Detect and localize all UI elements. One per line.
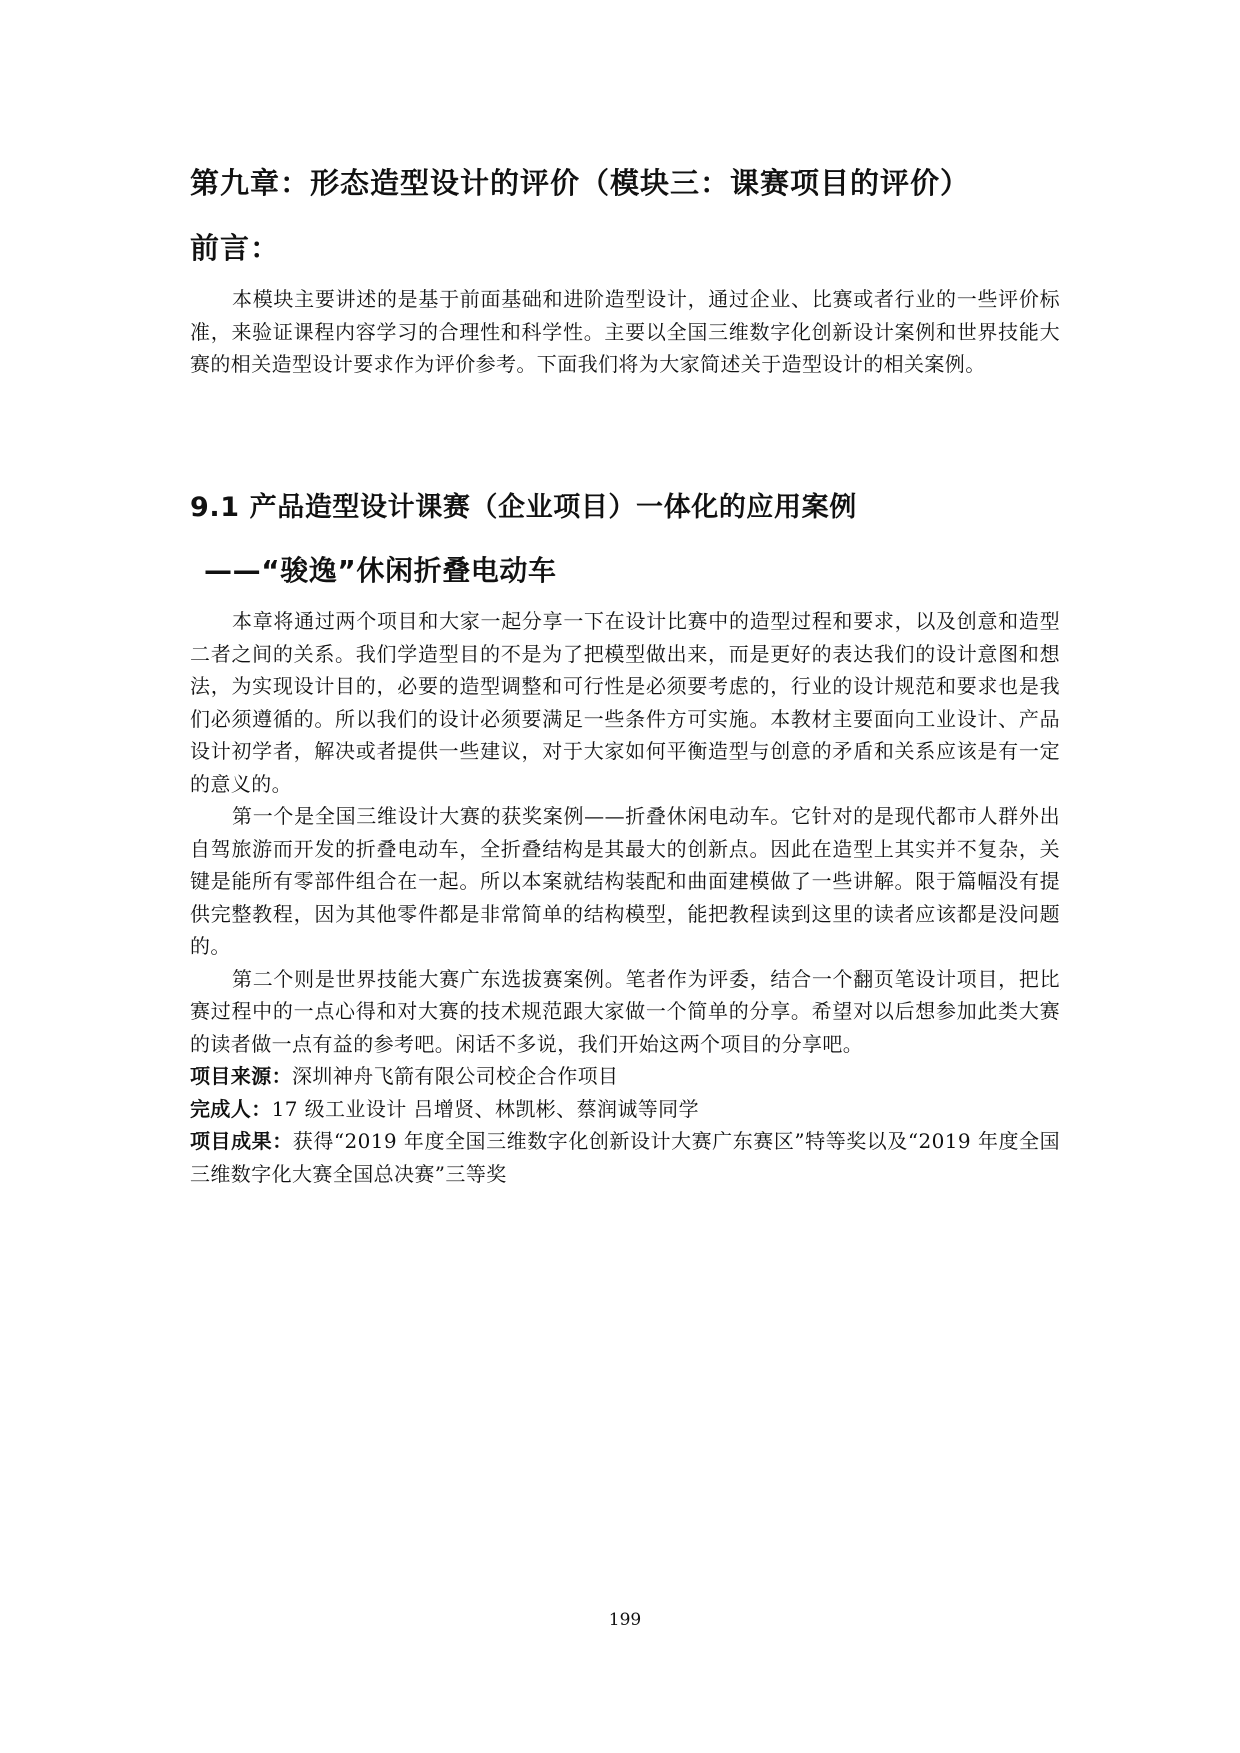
project-results-value: 获得“2019 年度全国三维数字化创新设计大赛广东赛区”特等奖以及“2019 年度全国三维数字化大赛全国总决赛”三等奖 [190, 1129, 1061, 1186]
project-source-value: 深圳神舟飞箭有限公司校企合作项目 [292, 1064, 619, 1088]
page-number: 199 [608, 1610, 642, 1630]
completed-by-line [190, 1093, 1060, 1126]
preface-body [190, 283, 1060, 381]
chapter-title: 第九章：形态造型设计的评价（模块三：课赛项目的评价） [190, 166, 971, 200]
preface-heading: 前言： [190, 231, 281, 265]
document-page [190, 0, 1060, 1753]
section-subtitle: ——“骏逸”休闲折叠电动车 [204, 554, 557, 587]
project-source-line [190, 1060, 1060, 1093]
project-results-label: 项目成果： [190, 1129, 293, 1153]
completed-by-value: 17 级工业设计 吕增贤、林凯彬、蔡润诚等同学 [271, 1096, 699, 1121]
body-paragraph-3: 第二个则是世界技能大赛广东选拔赛案例。笔者作为评委，结合一个翻页笔设计项目，把比赛过程中的一点心得和对大赛的技术规范跟大家做一个简单的分享。希望对以后想参加此类大赛的读者做一点有益的参考吧。闲话不多说，我们开始这两个项目的分享吧。 [190, 966, 1060, 1056]
section-title: 9.1 产品造型设计课赛（企业项目）一体化的应用案例 [190, 492, 857, 523]
project-source-label: 项目来源： [190, 1064, 292, 1088]
preface-paragraph: 本模块主要讲述的是基于前面基础和进阶造型设计，通过企业、比赛或者行业的一些评价标准，来验证课程内容学习的合理性和科学性。主要以全国三维数字化创新设计案例和世界技能大赛的相关造型设计要求作为评价参考。下面我们将为大家简述关于造型设计的相关案例。 [190, 287, 1060, 376]
project-results-line [190, 1125, 1060, 1190]
completed-by-label: 完成人： [190, 1096, 272, 1121]
body-paragraph-1: 本章将通过两个项目和大家一起分享一下在设计比赛中的造型过程和要求，以及创意和造型二者之间的关系。我们学造型目的不是为了把模型做出来，而是更好的表达我们的设计意图和想法，为实现设计目的，必要的造型调整和可行性是必须要考虑的，行业的设计规范和要求也是我们必须遵循的。所以我们的设计必须要满足一些条件方可实施。本教材主要面向工业设计、产品设计初学者，解决或者提供一些建议，对于大家如何平衡造型与创意的矛盾和关系应该是有一定的意义的。 [190, 609, 1060, 796]
section-body [190, 605, 1060, 1190]
body-paragraph-2: 第一个是全国三维设计大赛的获奖案例——折叠休闲电动车。它针对的是现代都市人群外出自驾旅游而开发的折叠电动车，全折叠结构是其最大的创新点。因此在造型上其实并不复杂，关键是能所有零部件组合在一起。所以本案就结构装配和曲面建模做了一些讲解。限于篇幅没有提供完整教程，因为其他零件都是非常简单的结构模型，能把教程读到这里的读者应该都是没问题的。 [190, 804, 1060, 958]
